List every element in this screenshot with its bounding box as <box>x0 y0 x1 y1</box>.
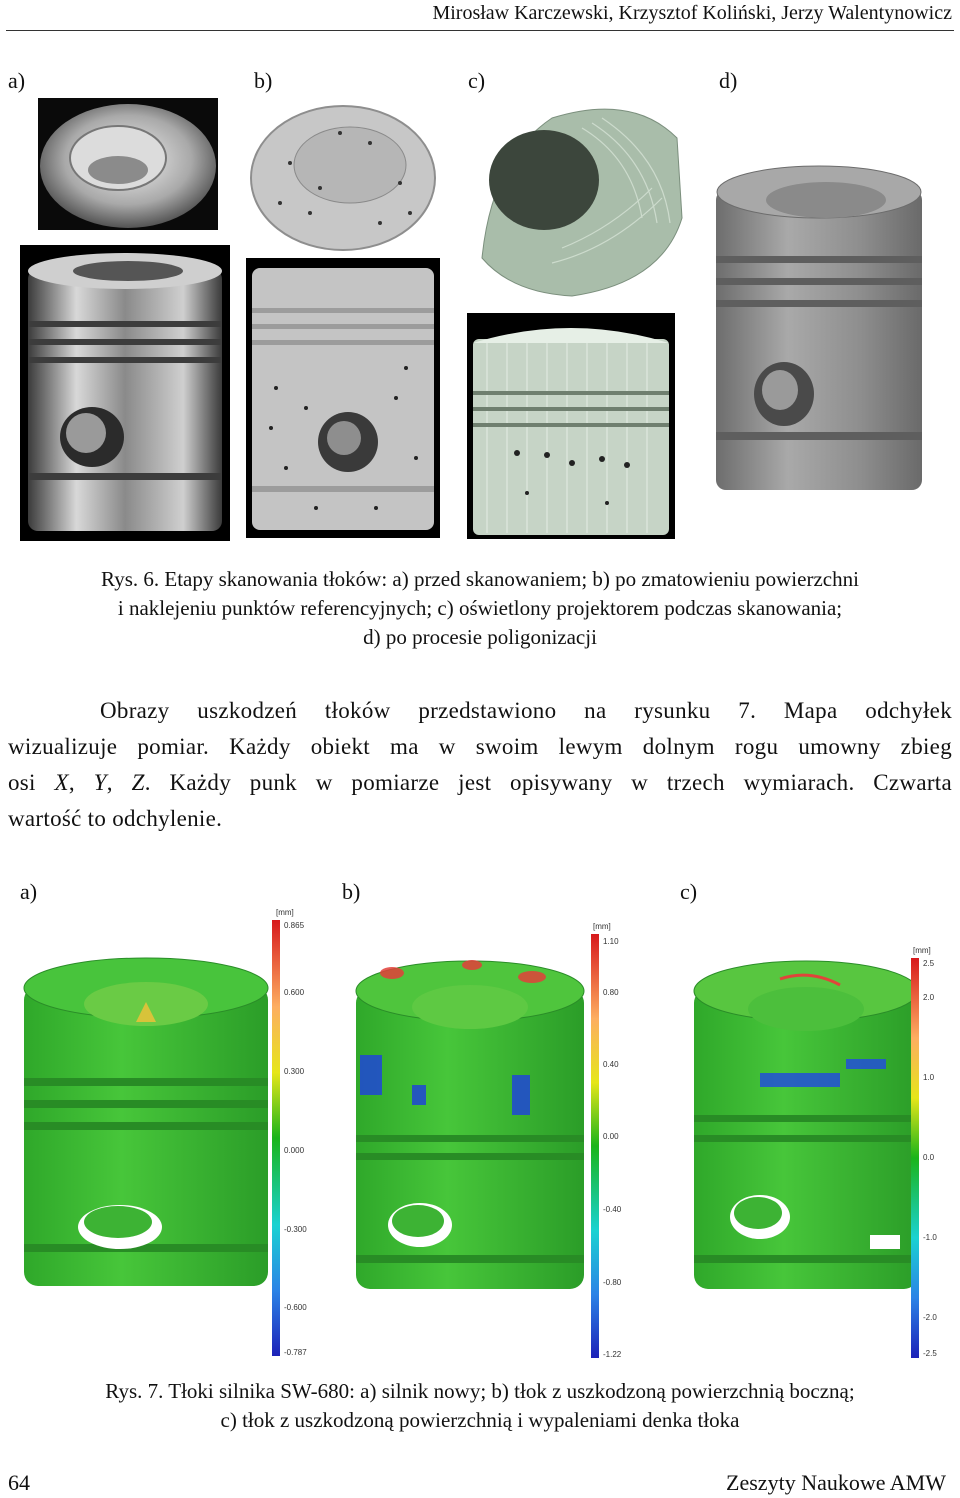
axis-sep-2: , <box>106 770 132 795</box>
fig7-label-b: b) <box>342 879 361 904</box>
colorbar-c-tick-6: -2.0 <box>923 1313 937 1322</box>
fig6-caption-line-1: Rys. 6. Etapy skanowania tłoków: a) przed skanowaniem; b) po zmatowieniu powierzchni <box>101 567 859 591</box>
fig7-colorbar-b <box>587 920 637 1362</box>
colorbar-c-tick-5: -1.0 <box>923 1233 937 1242</box>
axis-z: Z <box>131 770 145 795</box>
fig7-caption-line-1: Rys. 7. Tłoki silnika SW-680: a) silnik nowy; b) tłok z uszkodzoną powierzchnią boczną; <box>105 1379 855 1403</box>
fig7-caption-line-2: c) tłok z uszkodzoną powierzchnią i wypaleniami denka tłoka <box>220 1408 740 1432</box>
body-line-1: Obrazy uszkodzeń tłoków przedstawiono na rysunku 7. Mapa odchyłek <box>100 698 952 723</box>
colorbar-a-tick-2: 0.600 <box>284 988 305 997</box>
fig6-c-bottom-photo <box>467 313 675 539</box>
colorbar-a-tick-7: -0.787 <box>284 1348 307 1357</box>
colorbar-b-unit: [mm] <box>593 922 611 931</box>
body-line-3 <box>8 765 952 801</box>
axis-x: X <box>54 770 69 795</box>
fig6-d-render <box>714 160 924 496</box>
body-line-2: wizualizuje pomiar. Każdy obiekt ma w swoim lewym dolnym rogu umowny zbieg <box>8 734 952 759</box>
axis-sep-1: , <box>68 770 94 795</box>
body-line-3-pre: osi <box>8 770 55 795</box>
fig6-c-top-photo <box>462 98 688 298</box>
fig7-label-a: a) <box>20 879 38 904</box>
colorbar-c-tick-2: 2.0 <box>923 993 935 1002</box>
colorbar-b-tick-7: -1.22 <box>603 1350 622 1359</box>
colorbar-c-tick-7: -2.5 <box>923 1349 937 1358</box>
colorbar-a-tick-4: 0.000 <box>284 1146 305 1155</box>
fig6-label-c: c) <box>468 68 486 93</box>
colorbar-a-tick-1: 0.865 <box>284 921 305 930</box>
fig7-label-c: c) <box>680 879 698 904</box>
fig6-a-top-photo <box>38 98 218 230</box>
fig7-c-deviation-map <box>690 955 922 1295</box>
colorbar-b-tick-4: 0.00 <box>603 1132 619 1141</box>
journal-name: Zeszyty Naukowe AMW <box>726 1470 946 1495</box>
colorbar-b-tick-2: 0.80 <box>603 988 619 997</box>
fig6-a-bottom-photo <box>20 245 230 541</box>
body-line-3-post: . Każdy punk w pomiarze jest opisywany w trzech wymiarach. Czwarta <box>144 770 952 795</box>
page-number: 64 <box>8 1470 30 1495</box>
fig7-colorbar-a <box>268 906 318 1358</box>
fig7-caption <box>0 1377 960 1435</box>
colorbar-b-tick-6: -0.80 <box>603 1278 622 1287</box>
fig6-label-d: d) <box>719 68 738 93</box>
colorbar-c-tick-4: 0.0 <box>923 1153 935 1162</box>
fig7-colorbar-c <box>907 944 955 1362</box>
colorbar-b-tick-3: 0.40 <box>603 1060 619 1069</box>
header-rule <box>6 30 954 31</box>
colorbar-b-tick-5: -0.40 <box>603 1205 622 1214</box>
fig6-label-a: a) <box>8 68 26 93</box>
fig6-caption-line-3: d) po procesie poligonizacji <box>363 625 597 649</box>
running-header: Mirosław Karczewski, Krzysztof Koliński, Jerzy Walentynowicz <box>432 2 952 24</box>
colorbar-a-tick-6: -0.600 <box>284 1303 307 1312</box>
fig7-b-deviation-map <box>352 955 588 1295</box>
fig6-caption-line-2: i naklejeniu punktów referencyjnych; c) oświetlony projektorem podczas skanowania; <box>117 596 843 620</box>
fig6-label-b: b) <box>254 68 273 93</box>
colorbar-c-tick-3: 1.0 <box>923 1073 935 1082</box>
colorbar-c-tick-1: 2.5 <box>923 959 935 968</box>
colorbar-a-unit: [mm] <box>276 908 294 917</box>
fig6-b-top-photo <box>250 103 436 253</box>
colorbar-b-tick-1: 1.10 <box>603 937 619 946</box>
body-line-4: wartość to odchylenie. <box>8 806 223 831</box>
fig6-caption <box>0 565 960 652</box>
body-paragraph <box>8 693 952 837</box>
colorbar-c-unit: [mm] <box>913 946 931 955</box>
colorbar-a-tick-3: 0.300 <box>284 1067 305 1076</box>
colorbar-a-tick-5: -0.300 <box>284 1225 307 1234</box>
fig7-a-deviation-map <box>20 952 272 1292</box>
axis-y: Y <box>93 770 107 795</box>
fig6-b-bottom-photo <box>246 258 440 538</box>
